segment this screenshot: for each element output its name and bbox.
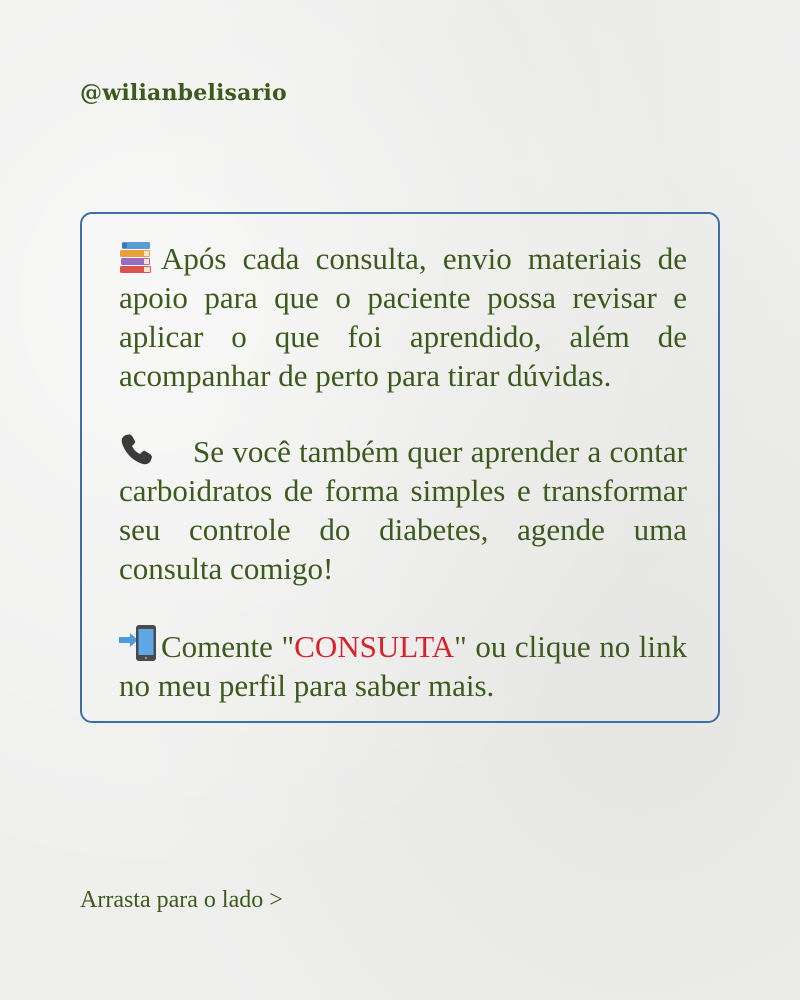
cta-before-text: Comente ": [161, 629, 295, 664]
phone-icon: [119, 433, 153, 467]
keyword-consulta: CONSULTA: [294, 629, 455, 664]
mobile-arrow-icon: [119, 624, 159, 662]
paragraph-call-to-learn: [119, 432, 687, 588]
books-icon: [119, 241, 153, 274]
info-card: [80, 212, 720, 723]
paragraph-materials: [119, 239, 687, 395]
paragraph-text: Se você também quer aprender a contar carboidratos de forma simples e transformar seu controle do diabetes, agende uma consulta comigo!: [119, 434, 687, 586]
swipe-hint[interactable]: Arrasta para o lado >: [80, 887, 283, 913]
paragraph-comment-cta: [119, 624, 687, 705]
cta-after-text: " ou clique no link no meu perfil para saber mais.: [119, 629, 688, 703]
account-handle: @wilianbelisario: [80, 80, 287, 106]
paragraph-text: Após cada consulta, envio materiais de apoio para que o paciente possa revisar e aplicar o que foi aprendido, além de acompanhar de perto para tirar dúvidas.: [119, 241, 687, 393]
